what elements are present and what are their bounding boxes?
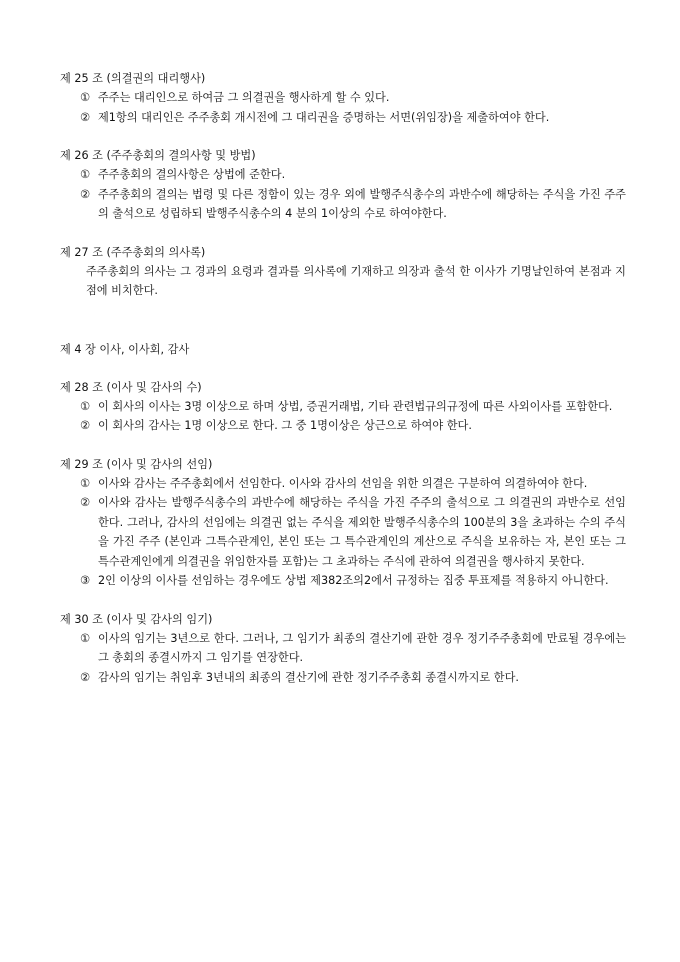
item-text: 이사와 감사는 주주총회에서 선임한다. 이사와 감사의 선임을 위한 의결은 구분하여 의결하여야 한다. — [98, 476, 588, 490]
article-item — [60, 165, 626, 185]
item-text: 2인 이상의 이사를 선임하는 경우에도 상법 제382조의2에서 규정하는 집중 투표제를 적용하지 아니한다. — [98, 574, 609, 587]
article-item — [60, 668, 626, 688]
item-marker: ② — [80, 419, 91, 432]
item-marker: ② — [80, 670, 91, 684]
article-item — [60, 474, 626, 494]
article-item — [60, 397, 626, 417]
article-item — [60, 185, 626, 224]
item-marker: ① — [80, 168, 91, 181]
item-marker: ① — [80, 476, 91, 490]
item-marker: ① — [80, 91, 91, 104]
item-marker: ② — [80, 187, 91, 201]
item-text: 주주총회의 결의사항은 상법에 준한다. — [98, 168, 286, 181]
article-27 — [60, 244, 626, 301]
item-marker: ② — [80, 110, 91, 124]
article-heading: 제 30 조 (이사 및 감사의 임기) — [60, 612, 213, 626]
article-paragraph: 주주총회의 의사는 그 경과의 요령과 결과를 의사록에 기재하고 의장과 출석 한 이사가 기명날인하여 본점과 지점에 비치한다. — [86, 264, 626, 297]
article-heading: 제 29 조 (이사 및 감사의 선임) — [60, 457, 213, 471]
article-heading: 제 26 조 (주주총회의 결의사항 및 방법) — [60, 149, 256, 162]
item-text: 이 회사의 감사는 1명 이상으로 한다. 그 중 1명이상은 상근으로 하여야 한다. — [98, 419, 472, 432]
article-25 — [60, 70, 626, 127]
article-item — [60, 493, 626, 571]
item-text: 제1항의 대리인은 주주총회 개시전에 그 대리권을 증명하는 서면(위임장)을 제출하여야 한다. — [98, 110, 550, 124]
item-marker: ① — [80, 399, 91, 413]
item-text: 이 회사의 이사는 3명 이상으로 하며 상법, 증권거래법, 기타 관련법규의규정에 따른 사외이사를 포함한다. — [98, 399, 613, 413]
document-page — [60, 70, 626, 687]
article-28 — [60, 379, 626, 436]
item-marker: ② — [80, 496, 91, 509]
item-text: 감사의 임기는 취임후 3년내의 최종의 결산기에 관한 정기주주총회 종결시까지로 한다. — [98, 670, 519, 684]
article-30 — [60, 611, 626, 688]
item-marker: ① — [80, 631, 91, 645]
chapter-4 — [60, 341, 626, 359]
article-item — [60, 108, 626, 128]
item-text: 이사의 임기는 3년으로 한다. 그러나, 그 임기가 최종의 결산기에 관한 경우 정기주주총회에 만료될 경우에는 그 총회의 종결시까지 그 임기를 연장한다. — [98, 631, 626, 664]
article-item — [60, 88, 626, 108]
item-marker: ③ — [80, 574, 91, 587]
article-heading: 제 28 조 (이사 및 감사의 수) — [60, 380, 202, 394]
item-text: 이사와 감사는 발행주식총수의 과반수에 해당하는 주식을 가진 주주의 출석으로 그 의결권의 과반수로 선임한다. 그러나, 감사의 선임에는 의결권 없는 주식을 제외한 발행주식총수의 100분의 3을 초과하는 수의 주식을 가진 주주 (본인과 그특수관계인, 본인 또는 그 특수관계인의 계산으로 주식을 보유하는 자, 본인 또는 그 특수관계인에게 의결권을 위임한자를 포함)는 그 초과하는 주식에 관하여 의결권을 행사하지 못한다. — [98, 496, 626, 568]
article-29 — [60, 456, 626, 591]
article-heading: 제 27 조 (주주총회의 의사록) — [60, 245, 206, 259]
item-text: 주주총회의 결의는 법령 및 다른 정함이 있는 경우 외에 발행주식총수의 과반수에 해당하는 주식을 가진 주주의 출석으로 성립하되 발행주식총수의 4 분의 1이상의 수로 하여야한다. — [98, 187, 626, 220]
article-heading: 제 25 조 (의결권의 대리행사) — [60, 72, 206, 85]
article-item — [60, 629, 626, 668]
article-item — [60, 571, 626, 591]
article-26 — [60, 147, 626, 224]
article-item — [60, 416, 626, 436]
chapter-heading: 제 4 장 이사, 이사회, 감사 — [60, 342, 190, 356]
item-text: 주주는 대리인으로 하여금 그 의결권을 행사하게 할 수 있다. — [98, 91, 390, 104]
